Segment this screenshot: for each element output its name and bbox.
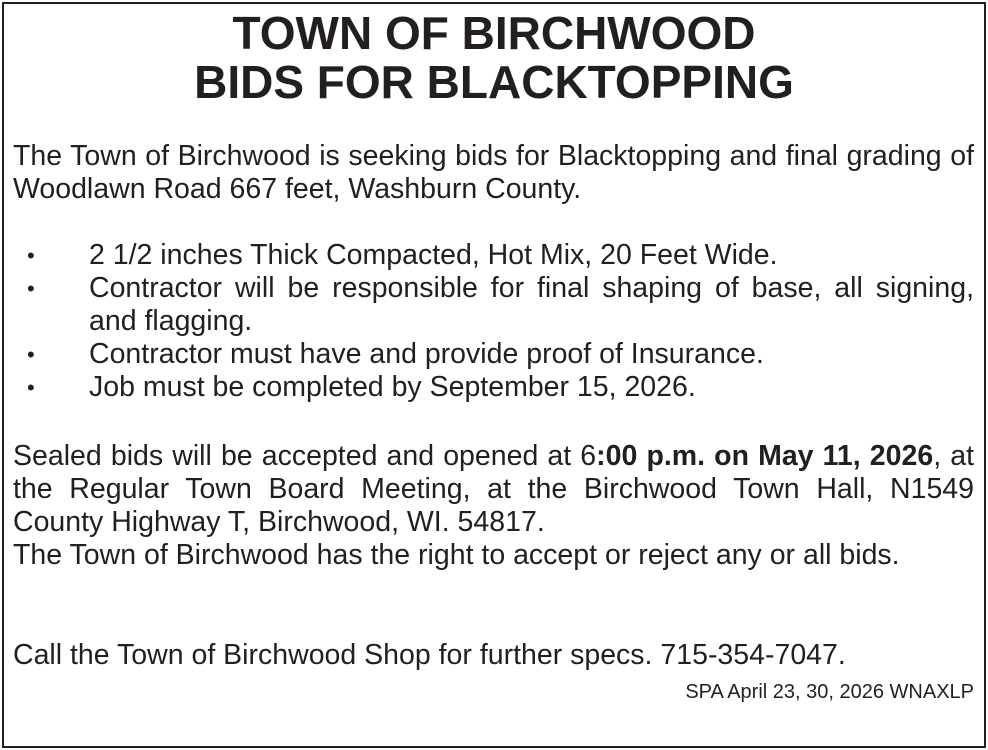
sealed-bids-paragraph [13, 440, 974, 539]
bid-opening-datetime: :00 p.m. on May 11, 2026 [596, 440, 934, 472]
list-item [13, 272, 974, 338]
bullet-icon: • [27, 243, 35, 268]
bullet-icon: • [27, 276, 35, 301]
sealed-bids-text: Sealed bids will be accepted and opened at 6 [13, 440, 597, 472]
list-item [13, 338, 974, 371]
list-item [13, 371, 974, 404]
notice-title-line1: TOWN OF BIRCHWOOD [232, 7, 756, 59]
requirement-text: Contractor must have and provide proof of Insurance. [89, 338, 764, 370]
requirements-list [13, 239, 974, 404]
bullet-icon: • [27, 375, 35, 400]
bullet-icon: • [27, 342, 35, 367]
sealed-bids-location: , at the Regular Town Board Meeting, at the Birchwood Town Hall, N1549 County Highway T, Birchwood, WI. 54817. [13, 440, 975, 538]
contact-paragraph: Call the Town of Birchwood Shop for further specs. 715-354-7047. [13, 639, 846, 671]
requirement-text: Job must be completed by September 15, 2026. [89, 371, 696, 403]
publication-credit: SPA April 23, 30, 2026 WNAXLP [685, 681, 974, 703]
notice-title-line2: BIDS FOR BLACKTOPPING [194, 56, 794, 108]
requirement-text: 2 1/2 inches Thick Compacted, Hot Mix, 20 Feet Wide. [89, 239, 778, 271]
list-item [13, 239, 974, 272]
requirement-text: Contractor will be responsible for final shaping of base, all signing, and flagging. [89, 272, 974, 337]
rights-paragraph: The Town of Birchwood has the right to accept or reject any or all bids. [13, 539, 900, 571]
intro-paragraph: The Town of Birchwood is seeking bids for Blacktopping and final grading of Woodlawn Road 667 feet, Washburn County. [13, 140, 974, 205]
